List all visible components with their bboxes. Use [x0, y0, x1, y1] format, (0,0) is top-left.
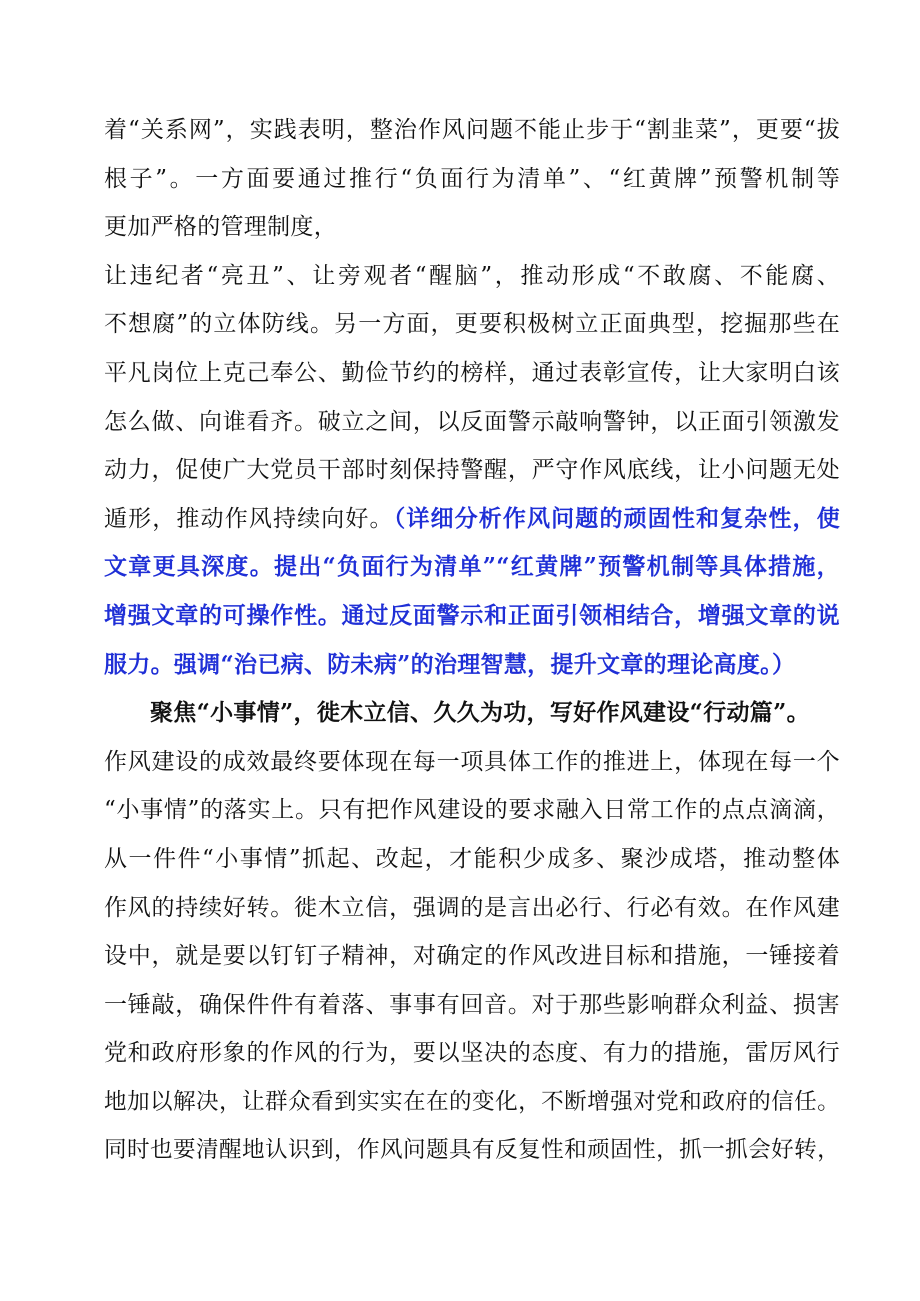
text-line: 着“关系网”，实践表明，整治作风问题不能止步于“割韭菜”，更要“拔 — [104, 117, 840, 143]
text-line: 设中，就是要以钉钉子精神，对确定的作风改进目标和措施，一锤接着 — [104, 943, 840, 970]
editor-note-segment: （详细分析作风问题的顽固性和复杂性，使 — [393, 504, 840, 532]
mixed-text-line — [104, 495, 840, 544]
text-line: 一锤敲，确保件件有着落、事事有回音。对于那些影响群众利益、损害 — [104, 991, 840, 1018]
editor-note-line: 服力。强调“治已病、防未病”的治理智慧，提升文章的理论高度。） — [104, 650, 796, 678]
text-line: 同时也要清醒地认识到，作风问题具有反复性和顽固性，抓一抓会好转， — [104, 1137, 840, 1164]
editor-note-line: 文章更具深度。提出“负面行为清单”“红黄牌”预警机制等具体措施， — [104, 553, 840, 581]
text-line: 动力，促使广大党员干部时刻保持警醒，严守作风底线，让小问题无处 — [104, 457, 840, 484]
text-line: 更加严格的管理制度， — [104, 214, 337, 241]
text-line: 平凡岗位上克己奉公、勤俭节约的榜样，通过表彰宣传，让大家明白该 — [104, 359, 840, 386]
text-line: 地加以解决，让群众看到实实在在的变化，不断增强对党和政府的信任。 — [104, 1088, 840, 1115]
section-heading: 聚焦“小事情”，徙木立信、久久为功，写好作风建设“行动篇”。 — [150, 699, 810, 727]
text-line: 不想腐”的立体防线。另一方面，更要积极树立正面典型，挖掘那些在 — [104, 311, 840, 338]
text-line: 从一件件“小事情”抓起、改起，才能积少成多、聚沙成塔，推动整体 — [104, 845, 840, 872]
text-line: 作风的持续好转。徙木立信，强调的是言出必行、行必有效。在作风建 — [104, 894, 840, 921]
editor-note-line: 增强文章的可操作性。通过反面警示和正面引领相结合，增强文章的说 — [104, 601, 840, 629]
text-line: 让违纪者“亮丑”、让旁观者“醒脑”，推动形成“不敢腐、不能腐、 — [104, 262, 840, 289]
text-line: 党和政府形象的作风的行为，要以坚决的态度、有力的措施，雷厉风行 — [104, 1040, 840, 1067]
text-line: 作风建设的成效最终要体现在每一项具体工作的推进上，体现在每一个 — [104, 748, 840, 775]
document-page — [104, 106, 840, 1175]
text-line: “小事情”的落实上。只有把作风建设的要求融入日常工作的点点滴滴， — [104, 797, 840, 824]
text-line: 怎么做、向谁看齐。破立之间，以反面警示敲响警钟，以正面引领激发 — [104, 408, 840, 435]
body-text-segment: 遁形，推动作风持续向好。 — [104, 505, 394, 532]
text-line: 根子”。一方面要通过推行“负面行为清单”、“红黄牌”预警机制等 — [104, 165, 840, 192]
